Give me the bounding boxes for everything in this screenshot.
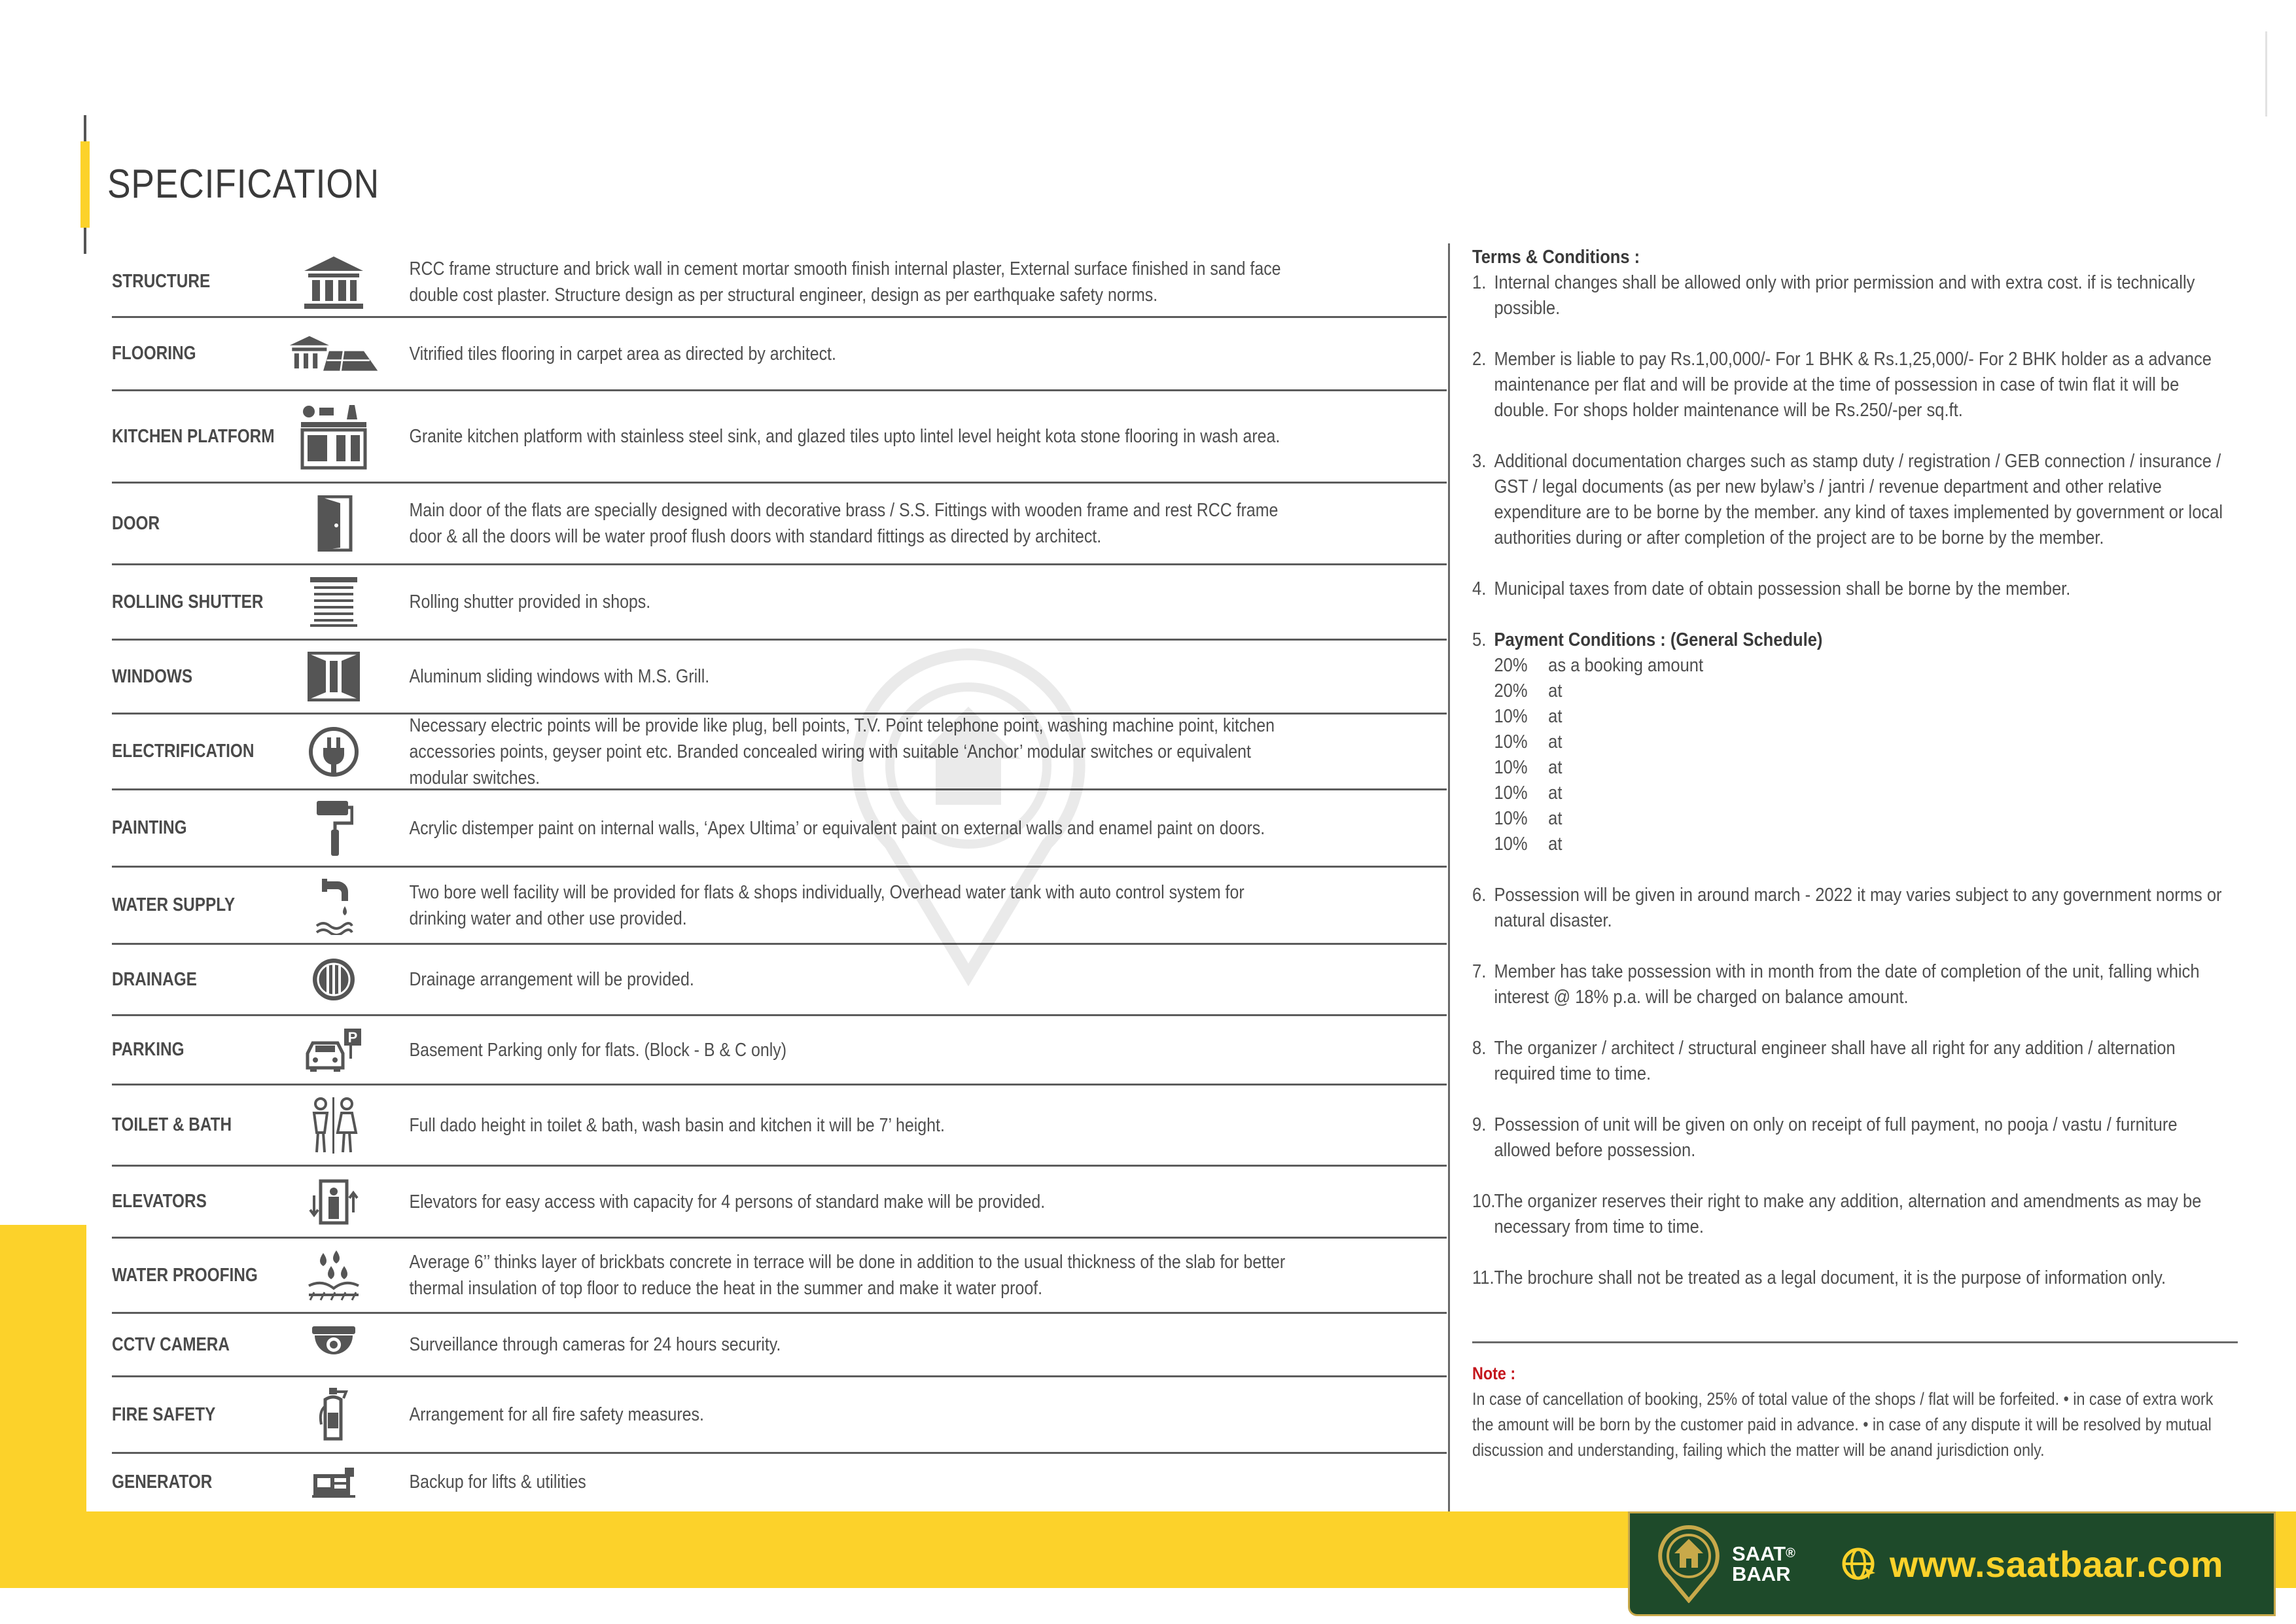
term-item xyxy=(1472,959,2238,1010)
edge-line xyxy=(2265,31,2267,116)
spec-description: Backup for lifts & utilities xyxy=(409,1472,586,1492)
spec-row-rolling-shutter xyxy=(112,565,1447,641)
term-item xyxy=(1472,1189,2238,1240)
building-icon xyxy=(289,254,379,310)
spec-row-painting xyxy=(112,790,1447,868)
spec-row-fire-safety xyxy=(112,1377,1447,1454)
spec-row-generator xyxy=(112,1454,1447,1510)
payment-text: at xyxy=(1548,732,1563,752)
footer-brand-name xyxy=(1732,1544,1795,1584)
spec-description: Acrylic distemper paint on internal walls, ‘Apex Ultima’ or equivalent paint on external walls and enamel paint on doors. xyxy=(409,817,1265,839)
term-number: 8. xyxy=(1472,1038,1487,1059)
payment-conditions-heading xyxy=(1472,627,2238,653)
window-icon xyxy=(289,652,379,701)
term-number: 5. xyxy=(1472,629,1487,650)
spec-label: STRUCTURE xyxy=(112,271,211,292)
spec-label: KITCHEN PLATFORM xyxy=(112,425,275,447)
term-number: 11. xyxy=(1472,1267,1494,1288)
drain-icon xyxy=(289,957,379,1002)
payment-row xyxy=(1472,653,2238,679)
spec-description: Full dado height in toilet & bath, wash basin and kitchen it will be 7’ height. xyxy=(409,1114,945,1136)
column-divider xyxy=(1448,243,1450,1511)
page-title: SPECIFICATION xyxy=(107,162,380,207)
spec-description: Arrangement for all fire safety measures. xyxy=(409,1404,704,1425)
car-parking-icon xyxy=(289,1027,379,1073)
payment-text: at xyxy=(1548,757,1563,778)
term-number: 7. xyxy=(1472,961,1487,982)
shutter-icon xyxy=(289,576,379,628)
saat-baar-logo-icon xyxy=(1656,1525,1722,1603)
term-text: Possession of unit will be given on only on receipt of full payment, no pooja / vastu / furniture allowed before possession. xyxy=(1494,1114,2178,1161)
payment-percent: 20% xyxy=(1494,655,1528,676)
payment-text: at xyxy=(1548,706,1563,727)
note-divider xyxy=(1472,1341,2238,1343)
spec-row-drainage xyxy=(112,945,1447,1016)
spec-label: GENERATOR xyxy=(112,1471,213,1492)
door-icon xyxy=(289,495,379,552)
term-text: Payment Conditions : (General Schedule) xyxy=(1494,629,1823,650)
tiles-icon xyxy=(289,331,379,377)
spec-label: ELECTRIFICATION xyxy=(112,741,255,762)
payment-row xyxy=(1472,755,2238,781)
term-text: Member has take possession with in month from the date of completion of the unit, falling which interest @ 18% p.a. will be charged on balance amount. xyxy=(1494,961,2200,1008)
payment-row xyxy=(1472,704,2238,730)
fire-extinguisher-icon xyxy=(289,1386,379,1443)
spec-description: Rolling shutter provided in shops. xyxy=(409,591,651,612)
term-text: The organizer / architect / structural engineer shall have all right for any addition / alternation required time to time. xyxy=(1494,1038,2176,1084)
plug-icon xyxy=(289,726,379,778)
payment-percent: 10% xyxy=(1494,834,1528,855)
spec-label: ROLLING SHUTTER xyxy=(112,591,264,612)
payment-text: at xyxy=(1548,834,1563,855)
payment-text: as a booking amount xyxy=(1548,655,1704,676)
spec-description: Aluminum sliding windows with M.S. Grill. xyxy=(409,666,710,687)
spec-row-kitchen-platform xyxy=(112,391,1447,484)
term-text: Internal changes shall be allowed only with prior permission and with extra cost. if is technically possible. xyxy=(1494,272,2195,319)
spec-row-door xyxy=(112,484,1447,565)
term-number: 4. xyxy=(1472,578,1487,599)
term-number: 6. xyxy=(1472,885,1487,906)
payment-row xyxy=(1472,781,2238,806)
website-url[interactable]: www.saatbaar.com xyxy=(1889,1543,2223,1585)
term-text: Municipal taxes from date of obtain possession shall be borne by the member. xyxy=(1494,578,2071,599)
spec-row-structure xyxy=(112,247,1447,318)
spec-row-flooring xyxy=(112,318,1447,391)
spec-label: PARKING xyxy=(112,1039,185,1060)
spec-description: Average 6’’ thinks layer of brickbats concrete in terrace will be done in addition to the usual thickness of the slab for better thermal insulation of top floor to reduce the heat in the summer and make it water proof. xyxy=(409,1252,1286,1299)
spec-description: Elevators for easy access with capacity for 4 persons of standard make will be provided. xyxy=(409,1191,1046,1212)
spec-description: Main door of the flats are specially designed with decorative brass / S.S. Fittings with wooden frame and rest RCC frame door & all the doors will be water proof flush doors with standard fittings as directed by architect. xyxy=(409,500,1279,547)
term-number: 3. xyxy=(1472,451,1487,472)
payment-row xyxy=(1472,806,2238,832)
spec-label: WATER PROOFING xyxy=(112,1264,258,1286)
spec-row-water-supply xyxy=(112,868,1447,945)
term-item xyxy=(1472,1112,2238,1163)
payment-text: at xyxy=(1548,808,1563,829)
term-number: 1. xyxy=(1472,272,1487,293)
term-text: Additional documentation charges such as stamp duty / registration / GEB connection / insurance / GST / legal documents (as per new bylaw’s / jantri / revenue department and other relative expenditure are to be borne by the member. any kind of taxes implemented by government or local authorities during or after completion of the project are to be borne by the member. xyxy=(1494,451,2223,548)
term-text: The organizer reserves their right to make any addition, alternation and amendments as may be necessary from time to time. xyxy=(1494,1191,2202,1237)
footer-website[interactable] xyxy=(1841,1543,2223,1585)
spec-description: Granite kitchen platform with stainless steel sink, and glazed tiles upto lintel level height kota stone flooring in wash area. xyxy=(409,426,1280,447)
spec-label: CCTV CAMERA xyxy=(112,1333,230,1355)
brand-line-1: SAAT xyxy=(1732,1542,1786,1565)
spec-row-parking xyxy=(112,1016,1447,1086)
terms-heading: Terms & Conditions : xyxy=(1472,247,1640,268)
term-item xyxy=(1472,270,2238,321)
elevator-icon xyxy=(289,1178,379,1226)
payment-row xyxy=(1472,730,2238,755)
payment-percent: 20% xyxy=(1494,680,1528,701)
payment-percent: 10% xyxy=(1494,808,1528,829)
spec-label: WINDOWS xyxy=(112,665,193,687)
note-block xyxy=(1472,1361,2219,1463)
spec-description: Necessary electric points will be provide like plug, bell points, T.V. Point telephone point, washing machine point, kitchen accessories points, geyser point etc. Branded concealed wiring with suitable ‘Anchor’ modular switches or equivalent modular switches. xyxy=(409,715,1275,788)
payment-percent: 10% xyxy=(1494,783,1528,803)
spec-label: TOILET & BATH xyxy=(112,1114,232,1135)
payment-percent: 10% xyxy=(1494,757,1528,778)
spec-label: WATER SUPPLY xyxy=(112,894,236,915)
term-text: Possession will be given in around march - 2022 it may varies subject to any government norms or natural disaster. xyxy=(1494,885,2222,931)
spec-description: RCC frame structure and brick wall in cement mortar smooth finish internal plaster, External surface finished in sand face double cost plaster. Structure design as per structural engineer, design as per earthquake safety norms. xyxy=(409,258,1281,306)
terms-block xyxy=(1472,245,2238,1291)
globe-icon xyxy=(1841,1545,1878,1582)
svg-text:P: P xyxy=(347,1029,358,1046)
water-drops-icon xyxy=(289,1249,379,1301)
footer-brand-box xyxy=(1628,1511,2276,1616)
payment-text: at xyxy=(1548,783,1563,803)
spec-description: Basement Parking only for flats. (Block - B & C only) xyxy=(409,1039,787,1061)
spec-description: Two bore well facility will be provided for flats & shops individually, Overhead water tank with auto control system for drinking water and other use provided. xyxy=(409,881,1245,929)
payment-text: at xyxy=(1548,680,1563,701)
term-item xyxy=(1472,449,2238,551)
spec-description: Vitrified tiles flooring in carpet area as directed by architect. xyxy=(409,343,836,364)
registered-mark: ® xyxy=(1786,1546,1795,1561)
spec-label: DOOR xyxy=(112,512,160,534)
spec-label: DRAINAGE xyxy=(112,968,197,990)
term-text: Member is liable to pay Rs.1,00,000/- For 1 BHK & Rs.1,25,000/- For 2 BHK holder as a advance maintenance per flat and will be provide at the time of possession in case of twin flat it will be double. For shops holder maintenance will be Rs.250/-per sq.ft. xyxy=(1494,349,2212,421)
note-label: Note : xyxy=(1472,1364,1516,1383)
paint-roller-icon xyxy=(289,798,379,858)
payment-percent: 10% xyxy=(1494,732,1528,752)
spec-description: Drainage arrangement will be provided. xyxy=(409,969,694,990)
terms-and-conditions xyxy=(1472,245,2238,1291)
payment-row xyxy=(1472,679,2238,704)
term-item xyxy=(1472,1036,2238,1087)
term-item xyxy=(1472,883,2238,934)
spec-row-toilet-bath xyxy=(112,1086,1447,1167)
spec-label: FIRE SAFETY xyxy=(112,1403,216,1425)
brand-line-2: BAAR xyxy=(1732,1562,1791,1585)
specification-table xyxy=(112,247,1447,1510)
term-number: 9. xyxy=(1472,1114,1487,1135)
spec-row-water-proofing xyxy=(112,1239,1447,1314)
spec-label: ELEVATORS xyxy=(112,1191,207,1212)
payment-percent: 10% xyxy=(1494,706,1528,727)
toilet-icon xyxy=(289,1096,379,1155)
spec-row-elevators xyxy=(112,1167,1447,1239)
spec-row-electrification xyxy=(112,715,1447,790)
term-number: 2. xyxy=(1472,349,1487,370)
term-item xyxy=(1472,576,2238,602)
spec-row-cctv-camera xyxy=(112,1314,1447,1377)
spec-label: PAINTING xyxy=(112,817,187,838)
spec-row-windows xyxy=(112,641,1447,715)
spec-description: Surveillance through cameras for 24 hours security. xyxy=(409,1334,781,1355)
term-text: The brochure shall not be treated as a legal document, it is the purpose of information only. xyxy=(1494,1267,2166,1288)
term-number: 10. xyxy=(1472,1191,1496,1212)
note-text: In case of cancellation of booking, 25% of total value of the shops / flat will be forfeited. • in case of extra work the amount will be born by the customer paid in advance. • in case of any dispute it will be resolved by mutual discussion and understanding, failing which the matter will be anand jurisdiction only. xyxy=(1472,1389,2214,1460)
term-item xyxy=(1472,1265,2238,1291)
tap-icon xyxy=(289,876,379,935)
kitchen-icon xyxy=(289,402,379,470)
title-accent-bar xyxy=(80,141,90,228)
cctv-icon xyxy=(289,1325,379,1364)
term-item xyxy=(1472,347,2238,423)
spec-label: FLOORING xyxy=(112,343,196,364)
generator-icon xyxy=(289,1466,379,1498)
footer-logo[interactable] xyxy=(1656,1525,1795,1603)
payment-row xyxy=(1472,832,2238,857)
